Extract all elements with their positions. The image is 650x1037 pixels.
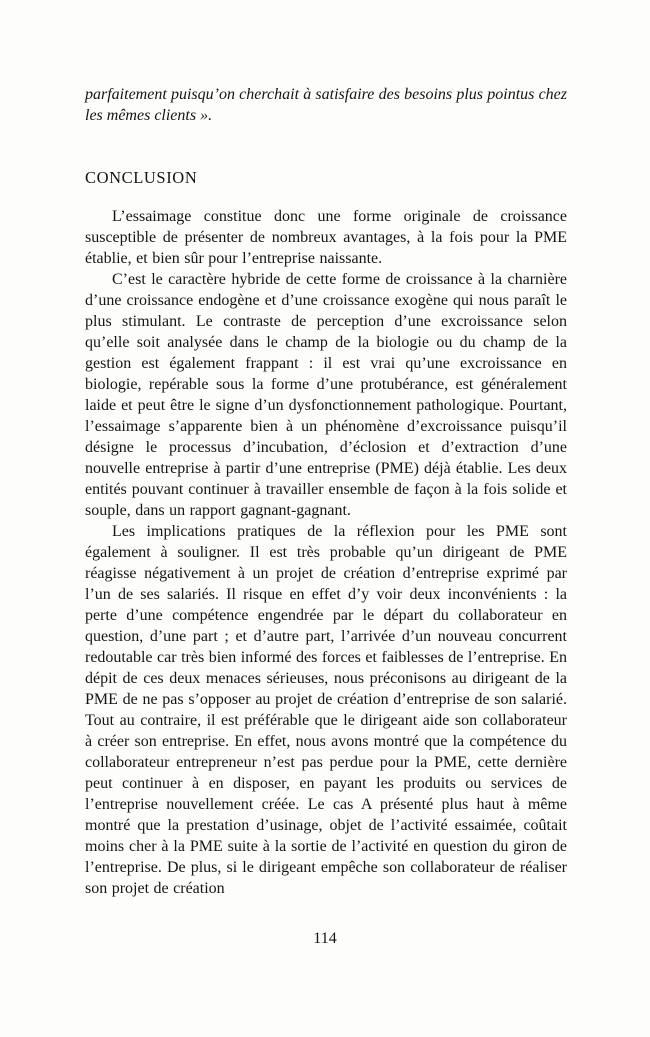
section-heading: CONCLUSION [85, 168, 198, 187]
paragraph: L’essaimage constitue donc une forme originale de croissance susceptible de présenter de nombreux avantages, à la fois pour la PME établie, et bien sûr pour l’entreprise naissante. [85, 208, 567, 267]
paragraph: Les implications pratiques de la réflexion pour les PME sont également à souligner. Il est très probable qu’un dirigeant de PME réagisse négativement à un projet de création d’entreprise exprimé par l’un de ses salariés. Il risque en effet d’y voir deux inconvénients : la perte d’une compétence engendrée par le départ du collaborateur en question, d’une part ; et d’autre part, l’arrivée d’un nouveau concurrent redoutable car très bien informé des forces et faiblesses de l’entreprise. En dépit de ces deux menaces sérieuses, nous préconisons au dirigeant de la PME de ne pas s’opposer au projet de création d’entreprise de son salarié. Tout au contraire, il est préférable que le dirigeant aide son collaborateur à créer son entreprise. En effet, nous avons montré que la compétence du collaborateur entrepreneur n’est pas perdue pour la PME, cette dernière peut continuer à en disposer, en payant les produits ou services de l’entreprise nouvellement créée. Le cas A présenté plus haut à même montré que la prestation d’usinage, objet de l’activité essaimée, coûtait moins cher à la PME suite à la sortie de l’activité en question du giron de l’entreprise. De plus, si le dirigeant empêche son collaborateur de réaliser son projet de création [85, 523, 567, 897]
page-number: 114 [313, 930, 337, 947]
quote-continuation: parfaitement puisqu’on cherchait à satisfaire des besoins plus pointus chez les mêmes clients ». [85, 86, 567, 124]
paragraph: C’est le caractère hybride de cette forme de croissance à la charnière d’une croissance endogène et d’une croissance exogène qui nous paraît le plus stimulant. Le contraste de perception d’une excroissance selon qu’elle soit analysée dans le champ de la biologie ou du champ de la gestion est également frappant : il est vrai qu’une excroissance en biologie, repérable sous la forme d’une protubérance, est généralement laide et peut être le signe d’un dysfonctionnement pathologique. Pourtant, l’essaimage s’apparente bien à un phénomène d’excroissance puisqu’il désigne le processus d’incubation, d’éclosion et d’extraction d’une nouvelle entreprise à partir d’une entreprise (PME) déjà établie. Les deux entités pouvant continuer à travailler ensemble de façon à la fois solide et souple, dans un rapport gagnant-gagnant. [85, 271, 567, 519]
text-column [85, 84, 567, 899]
